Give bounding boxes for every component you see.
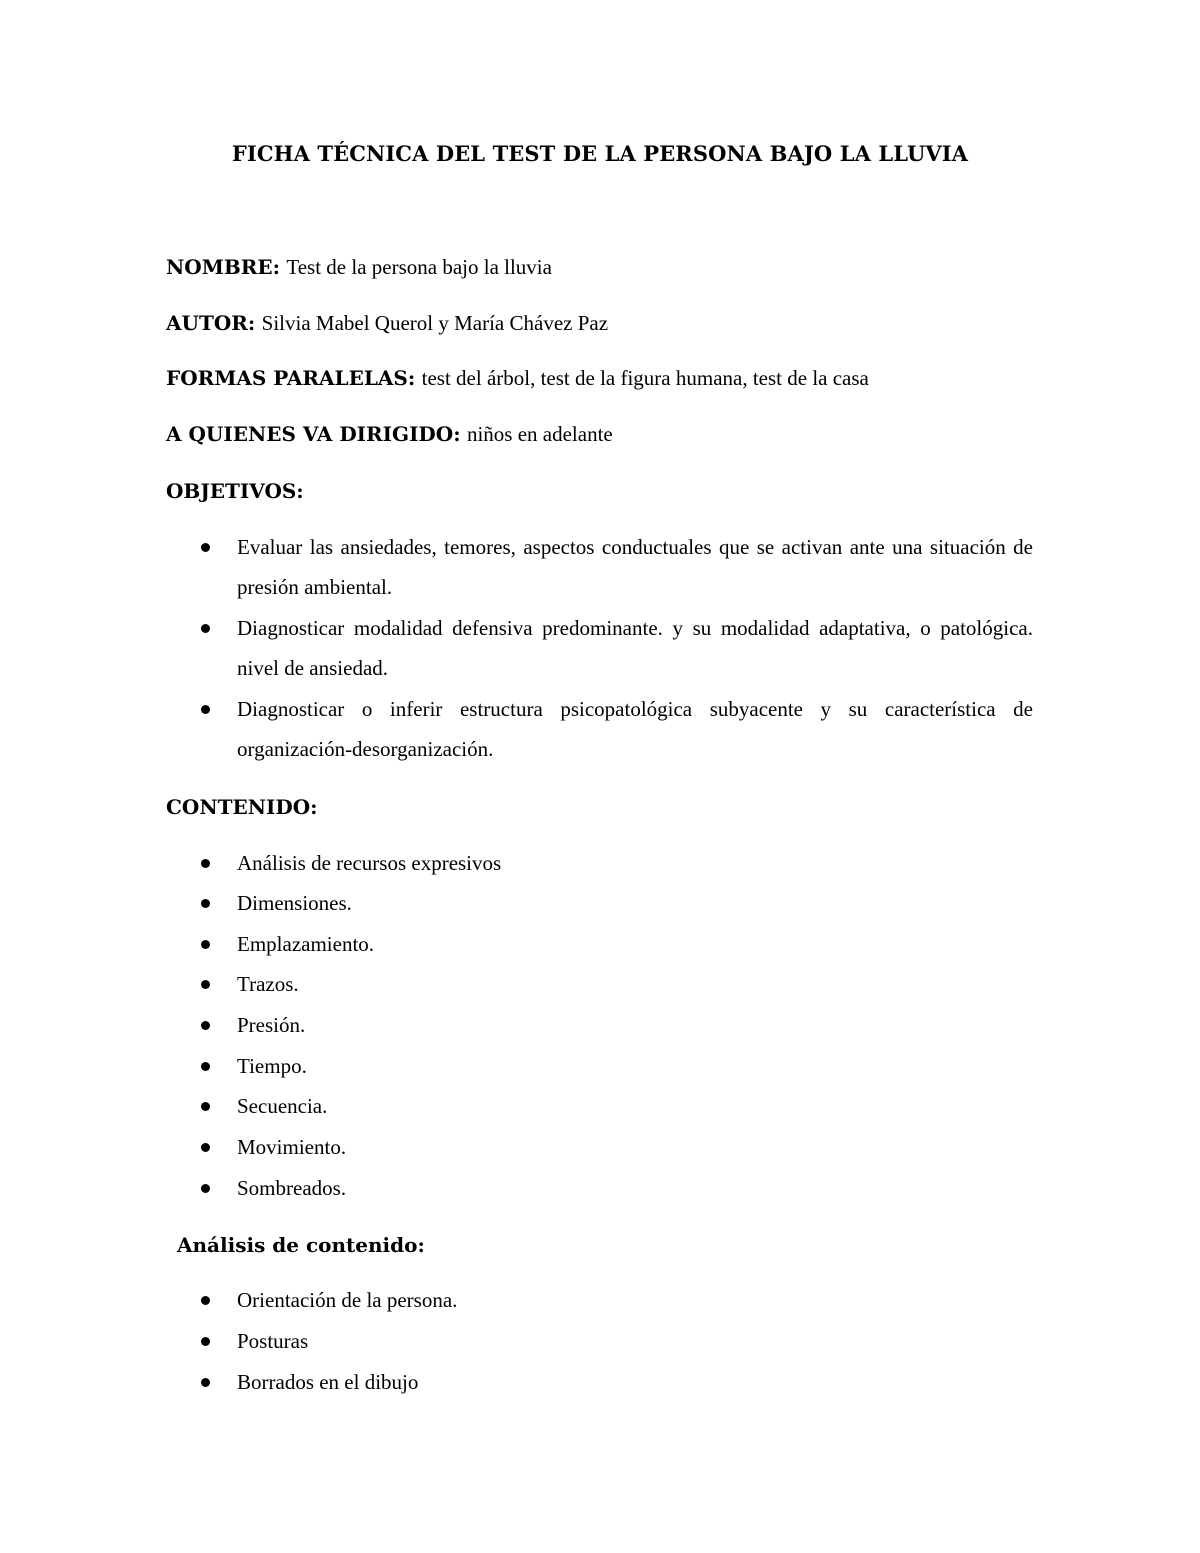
contenido-item: Trazos.: [237, 972, 299, 996]
document-title: FICHA TÉCNICA DEL TEST DE LA PERSONA BAJO LA LLUVIA: [231, 141, 969, 166]
field-formas-paralelas: [166, 362, 869, 394]
bullet-icon: [198, 1009, 212, 1041]
field-autor-label: AUTOR:: [166, 311, 256, 335]
bullet-icon: [198, 968, 212, 1000]
bullet-icon: [198, 1090, 212, 1122]
analisis-item: Posturas: [237, 1329, 309, 1353]
bullet-icon: [198, 1131, 212, 1163]
analisis-item: Borrados en el dibujo: [237, 1370, 419, 1394]
bullet-icon: [198, 1172, 212, 1204]
bullet-icon: [198, 1284, 212, 1316]
bullet-icon: [198, 612, 212, 644]
contenido-item: Emplazamiento.: [237, 932, 375, 956]
field-formas-label: FORMAS PARALELAS:: [166, 366, 416, 390]
bullet-icon: [198, 1325, 212, 1357]
bullet-icon: [198, 1366, 212, 1398]
field-autor: [166, 307, 608, 339]
field-nombre-value: Test de la persona bajo la lluvia: [286, 255, 552, 279]
objetivo-item: Diagnosticar o inferir estructura psicopatológica subyacente y su característica de organización-desorganización.: [237, 697, 1033, 761]
analisis-item: Orientación de la persona.: [237, 1288, 458, 1312]
bullet-icon: [198, 693, 212, 725]
field-nombre-label: NOMBRE:: [166, 255, 280, 279]
bullet-icon: [198, 847, 212, 879]
contenido-item: Tiempo.: [237, 1054, 307, 1078]
objetivos-heading: OBJETIVOS:: [166, 479, 304, 503]
analisis-heading: Análisis de contenido:: [177, 1233, 425, 1257]
field-autor-value: Silvia Mabel Querol y María Chávez Paz: [261, 311, 609, 335]
field-dirigido-label: A QUIENES VA DIRIGIDO:: [166, 422, 461, 446]
field-formas-value: test del árbol, test de la figura humana, test de la casa: [421, 366, 869, 390]
contenido-item: Análisis de recursos expresivos: [237, 851, 502, 875]
contenido-item: Secuencia.: [237, 1094, 328, 1118]
contenido-heading: CONTENIDO:: [166, 795, 318, 819]
bullet-icon: [198, 1050, 212, 1082]
bullet-icon: [198, 887, 212, 919]
bullet-icon: [198, 531, 212, 563]
objetivo-item: Diagnosticar modalidad defensiva predominante. y su modalidad adaptativa, o patológica. nivel de ansiedad.: [237, 616, 1033, 680]
contenido-item: Dimensiones.: [237, 891, 352, 915]
contenido-item: Movimiento.: [237, 1135, 347, 1159]
field-dirigido-value: niños en adelante: [466, 422, 613, 446]
field-dirigido: [166, 418, 613, 450]
bullet-icon: [198, 928, 212, 960]
contenido-item: Sombreados.: [237, 1176, 347, 1200]
field-nombre: [166, 251, 552, 283]
contenido-item: Presión.: [237, 1013, 306, 1037]
objetivo-item: Evaluar las ansiedades, temores, aspectos conductuales que se activan ante una situación de presión ambiental.: [237, 535, 1033, 599]
